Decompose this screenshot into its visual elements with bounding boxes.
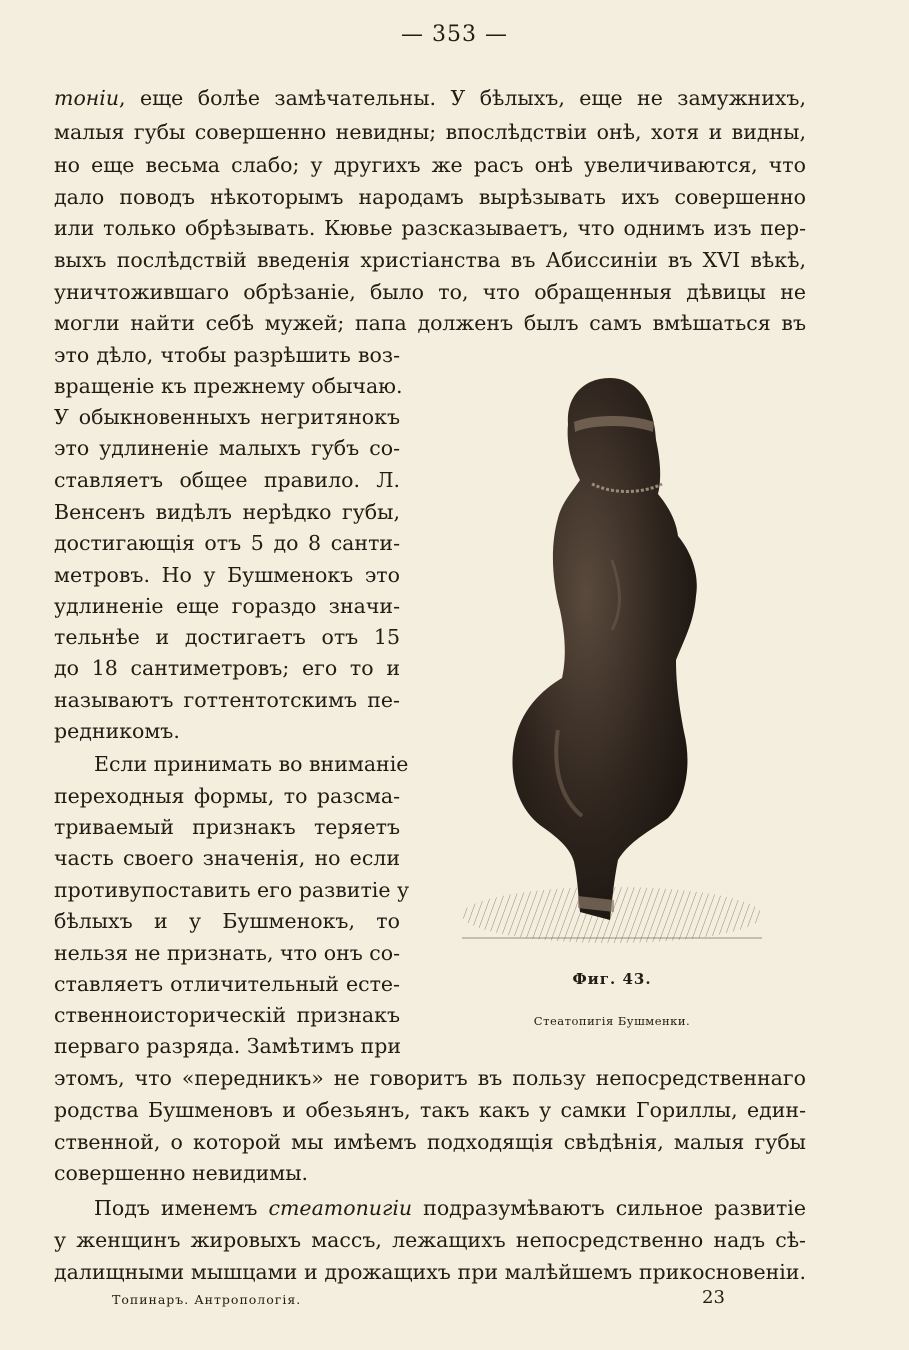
figure-caption: Стеатопигiя Бушменки. (533, 1014, 691, 1028)
text-line: у женщинъ жировыхъ массъ, лежащихъ непосредственно надъ сѣ- (54, 1228, 806, 1252)
text-line: Подъ именемъ стеатопигiи подразумѣваютъ сильное развитiе (94, 1196, 806, 1220)
text-line: но еще весьма слабо; у другихъ же расъ онѣ увеличиваются, что (54, 153, 806, 177)
text-line: или только обрѣзывать. Кювье разсказываетъ, что однимъ изъ пер- (54, 216, 806, 240)
text-line: это дѣло, чтобы разрѣшить воз- (54, 343, 400, 367)
text-line: достигающiя отъ 5 до 8 санти- (54, 531, 400, 555)
italic-term: тонiи (54, 86, 120, 110)
text-line: редникомъ. (54, 719, 180, 743)
text-line: Если принимать во вниманiе (94, 752, 409, 776)
text-line: до 18 сантиметровъ; его то и (54, 656, 400, 680)
footer-book-title: Топинаръ. Антропологiя. (112, 1292, 302, 1307)
text-line: выхъ послѣдствiй введенiя христiанства въ Абиссинiи въ XVI вѣкѣ, (54, 248, 806, 272)
text-line: называютъ готтентотскимъ пе- (54, 688, 400, 712)
figure-title: Фиг. 43. (572, 970, 652, 988)
text-line: тонiи, еще болѣе замѣчательны. У бѣлыхъ, еще не замужнихъ, (54, 86, 806, 110)
text-line: уничтожившаго обрѣзанiе, было то, что обращенныя дѣвицы не (54, 280, 806, 304)
text-line: ставляетъ отличительный есте- (54, 972, 400, 996)
text-line: ставляетъ общее правило. Л. (54, 468, 400, 492)
text-line: часть своего значенiя, но если (54, 846, 400, 870)
text-line: далищными мышцами и дрожащихъ при малѣйшемъ прикосновенiи. (54, 1260, 806, 1284)
text-line: противупоставить его развитiе у (54, 878, 410, 902)
page-number: — 353 — (401, 22, 508, 47)
text-line: ственной, о которой мы имѣемъ подходящiя свѣдѣнiя, малыя губы (54, 1130, 806, 1154)
text-line: переходныя формы, то разсма- (54, 784, 400, 808)
text-line: вращенiе къ прежнему обычаю. (54, 374, 403, 398)
text-line: бѣлыхъ и у Бушменокъ, то (54, 909, 400, 933)
figure-silhouette (512, 378, 696, 920)
text-line: удлиненiе еще гораздо значи- (54, 594, 400, 618)
text-line: малыя губы совершенно невидны; впослѣдствiи онѣ, хотя и видны, (54, 120, 806, 144)
engraving-figure (462, 360, 762, 950)
text-line: могли найти себѣ мужей; папа долженъ былъ самъ вмѣшаться въ (54, 311, 806, 335)
text-line: метровъ. Но у Бушменокъ это (54, 563, 400, 587)
text-line: Венсенъ видѣлъ нерѣдко губы, (54, 500, 400, 524)
text-line: совершенно невидимы. (54, 1161, 309, 1185)
text-line: ственноисторическiй признакъ (54, 1003, 400, 1027)
footer-signature-number: 23 (702, 1287, 725, 1308)
text-line: этомъ, что «передникъ» не говоритъ въ пользу непосредственнаго (54, 1066, 806, 1090)
text-line: дало поводъ нѣкоторымъ народамъ вырѣзывать ихъ совершенно (54, 185, 806, 209)
italic-term: стеатопигiи (268, 1196, 413, 1220)
text-line: У обыкновенныхъ негритянокъ (54, 405, 400, 429)
text-line: перваго разряда. Замѣтимъ при (54, 1034, 401, 1058)
text-line: нельзя не признать, что онъ со- (54, 941, 401, 965)
figure-illustration (462, 360, 762, 950)
text-line: тельнѣе и достигаетъ отъ 15 (54, 625, 400, 649)
text-line: триваемый признакъ теряетъ (54, 815, 400, 839)
text-line: родства Бушменовъ и обезьянъ, такъ какъ у самки Гориллы, един- (54, 1098, 806, 1122)
text-line: это удлиненiе малыхъ губъ со- (54, 436, 400, 460)
